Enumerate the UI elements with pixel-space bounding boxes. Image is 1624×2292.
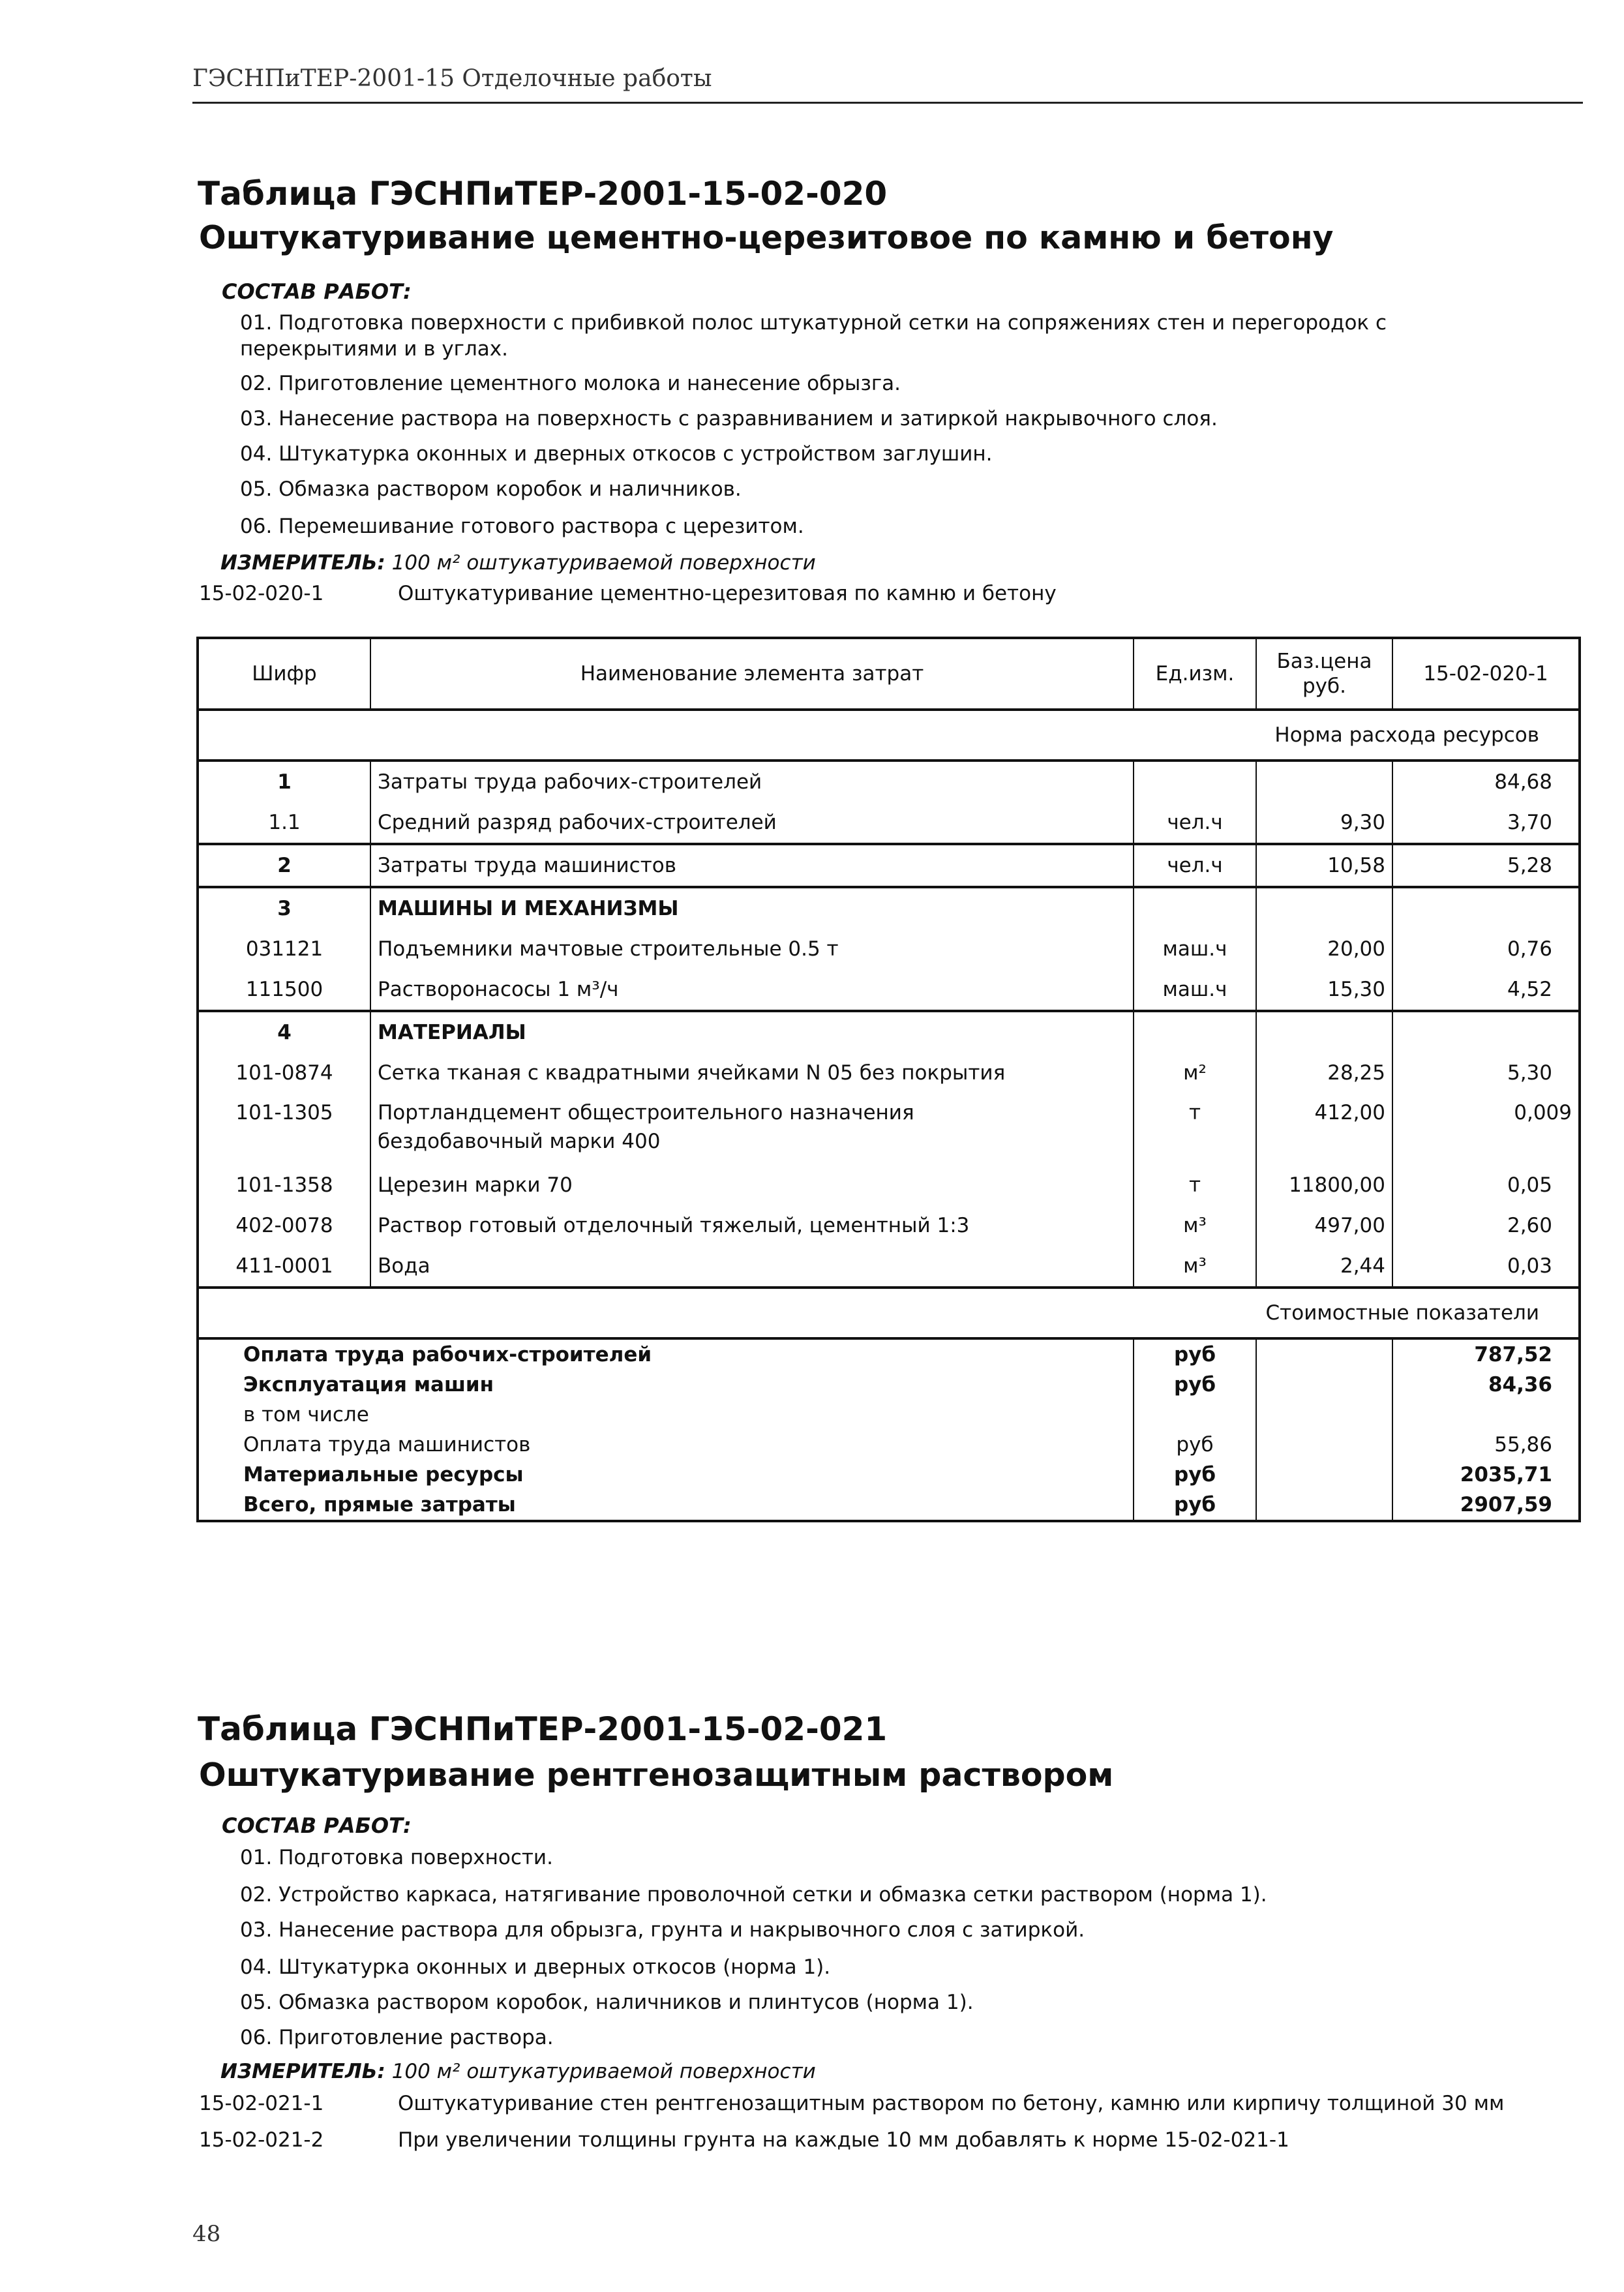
- table-title: Таблица ГЭСНПиТЕР-2001-15-02-020: [198, 175, 888, 213]
- row-code: 3: [198, 887, 370, 929]
- row-price: 28,25: [1256, 1053, 1392, 1093]
- work-item: 01. Подготовка поверхности.: [240, 1846, 553, 1869]
- row-value: [1392, 887, 1580, 929]
- row-value: 5,28: [1392, 844, 1580, 887]
- row-code: 402-0078: [235, 1214, 333, 1237]
- row-name: Средний разряд рабочих-строителей: [370, 802, 1134, 844]
- work-item: 06. Перемешивание готового раствора с церезитом.: [240, 515, 804, 538]
- row-price: [1256, 887, 1392, 929]
- measure: [220, 2060, 816, 2083]
- cost-value: 55,86: [1392, 1430, 1580, 1460]
- work-item: 01. Подготовка поверхности с прибивкой полос штукатурной сетки на сопряжениях стен и перегородок с: [240, 311, 1387, 335]
- row-unit: чел.ч: [1134, 802, 1256, 844]
- row-price: 10,58: [1256, 844, 1392, 887]
- cost-value: 787,52: [1392, 1338, 1580, 1370]
- table-row: [198, 1093, 1580, 1165]
- row-unit: м²: [1134, 1053, 1256, 1093]
- row-price: 412,00: [1256, 1093, 1392, 1165]
- table-row: [198, 1246, 1580, 1288]
- cost-price: [1256, 1460, 1392, 1490]
- work-item: 03. Нанесение раствора на поверхность с разравниванием и затиркой накрывочного слоя.: [240, 407, 1218, 430]
- work-item: 05. Обмазка раствором коробок и наличников.: [240, 477, 742, 501]
- norm-code: 15-02-021-2: [199, 2128, 324, 2152]
- row-unit: [1134, 761, 1256, 802]
- table-row: [198, 969, 1580, 1011]
- cost-name: Оплата труда машинистов: [243, 1433, 531, 1456]
- row-code: 101-1305: [235, 1101, 333, 1124]
- cost-name: Оплата труда рабочих-строителей: [198, 1338, 1134, 1370]
- row-value: 0,009: [1392, 1093, 1580, 1165]
- table-subtitle: Оштукатуривание цементно-церезитовое по камню и бетону: [199, 219, 1334, 256]
- table-row: [198, 1011, 1580, 1053]
- work-item: 06. Приготовление раствора.: [240, 2026, 554, 2049]
- cost-row: [198, 1400, 1580, 1430]
- cost-unit: [1134, 1400, 1256, 1430]
- section-costs-row: [198, 1288, 1580, 1338]
- row-value: 0,03: [1392, 1246, 1580, 1288]
- row-unit: чел.ч: [1134, 844, 1256, 887]
- cost-value: 2907,59: [1392, 1490, 1580, 1521]
- measure-label: ИЗМЕРИТЕЛЬ:: [220, 2060, 385, 2083]
- row-name: Вода: [370, 1246, 1134, 1288]
- row-code: 4: [198, 1011, 370, 1053]
- work-item: 05. Обмазка раствором коробок, наличников и плинтусов (норма 1).: [240, 1991, 974, 2014]
- row-name: Раствор готовый отделочный тяжелый, цементный 1:3: [370, 1205, 1134, 1246]
- row-unit: маш.ч: [1134, 929, 1256, 969]
- measure-value: 100 м² оштукатуриваемой поверхности: [391, 551, 816, 575]
- row-value: 2,60: [1392, 1205, 1580, 1246]
- norm-desc: Оштукатуривание стен рентгенозащитным раствором по бетону, камню или кирпичу толщиной 30 мм: [398, 2092, 1505, 2115]
- row-name: Затраты труда рабочих-строителей: [370, 761, 1134, 802]
- row-price: 497,00: [1256, 1205, 1392, 1246]
- row-name: Подъемники мачтовые строительные 0.5 т: [370, 929, 1134, 969]
- cost-value: 2035,71: [1392, 1460, 1580, 1490]
- cost-price: [1256, 1338, 1392, 1370]
- cost-price: [1256, 1490, 1392, 1521]
- table-row: [198, 1205, 1580, 1246]
- works-label: СОСТАВ РАБОТ:: [222, 1813, 412, 1838]
- col-header-price: Баз.цена руб.: [1256, 638, 1392, 710]
- row-code: 031121: [245, 937, 323, 961]
- measure-label: ИЗМЕРИТЕЛЬ:: [220, 551, 385, 575]
- cost-row: [198, 1490, 1580, 1521]
- cost-unit: руб: [1134, 1370, 1256, 1400]
- section-norms-row-label: Норма расхода ресурсов: [198, 710, 1580, 761]
- work-item: 02. Приготовление цементного молока и нанесение обрызга.: [240, 372, 901, 395]
- row-code: 101-0874: [235, 1061, 333, 1085]
- cost-row: [198, 1338, 1580, 1370]
- table-row: [198, 887, 1580, 929]
- work-item: 04. Штукатурка оконных и дверных откосов с устройством заглушин.: [240, 442, 993, 466]
- table-row: [198, 802, 1580, 844]
- row-price: 20,00: [1256, 929, 1392, 969]
- page-header: ГЭСНПиТЕР-2001-15 Отделочные работы: [192, 65, 712, 92]
- cost-row: [198, 1370, 1580, 1400]
- row-name: Затраты труда машинистов: [370, 844, 1134, 887]
- row-code: 2: [198, 844, 370, 887]
- works-label: СОСТАВ РАБОТ:: [222, 279, 412, 304]
- row-price: [1256, 1011, 1392, 1053]
- col-header-norm: 15-02-020-1: [1392, 638, 1580, 710]
- row-unit: маш.ч: [1134, 969, 1256, 1011]
- row-price: 15,30: [1256, 969, 1392, 1011]
- norm-code: 15-02-021-1: [199, 2092, 324, 2115]
- cost-price: [1256, 1430, 1392, 1460]
- row-code: 1: [198, 761, 370, 802]
- cost-name: Материальные ресурсы: [243, 1463, 524, 1486]
- row-price: 2,44: [1256, 1246, 1392, 1288]
- row-price: [1256, 761, 1392, 802]
- cost-value: 84,36: [1392, 1370, 1580, 1400]
- row-name: Портландцемент общестроительного назначения бездобавочный марки 400: [370, 1093, 1134, 1165]
- table-title: Таблица ГЭСНПиТЕР-2001-15-02-021: [198, 1710, 888, 1748]
- cost-row: [198, 1460, 1580, 1490]
- row-code: 411-0001: [235, 1254, 333, 1278]
- work-item: 03. Нанесение раствора для обрызга, грунта и накрывочного слоя с затиркой.: [240, 1918, 1085, 1942]
- row-name: Растворонасосы 1 м³/ч: [370, 969, 1134, 1011]
- section-costs-row-label: Стоимостные показатели: [198, 1288, 1580, 1338]
- row-value: 4,52: [1392, 969, 1580, 1011]
- row-value: 5,30: [1392, 1053, 1580, 1093]
- row-unit: м³: [1134, 1246, 1256, 1288]
- row-code: 111500: [245, 978, 323, 1001]
- cost-unit: руб: [1134, 1430, 1256, 1460]
- cost-name: Эксплуатация машин: [243, 1373, 494, 1396]
- table-row: [198, 1053, 1580, 1093]
- row-unit: м³: [1134, 1205, 1256, 1246]
- cost-unit: руб: [1134, 1490, 1256, 1521]
- row-price: 9,30: [1256, 802, 1392, 844]
- norm-desc: Оштукатуривание цементно-церезитовая по камню и бетону: [398, 582, 1057, 605]
- cost-unit: руб: [1134, 1460, 1256, 1490]
- row-name: МАШИНЫ И МЕХАНИЗМЫ: [370, 887, 1134, 929]
- row-unit: т: [1134, 1165, 1256, 1205]
- col-header-code: Шифр: [198, 638, 370, 710]
- norm-desc: При увеличении толщины грунта на каждые 10 мм добавлять к норме 15-02-021-1: [398, 2128, 1289, 2152]
- section-norms-row: [198, 710, 1580, 761]
- work-item: перекрытиями и в углах.: [240, 337, 508, 361]
- table-header-row: [198, 638, 1580, 710]
- cost-name: в том числе: [243, 1403, 369, 1426]
- row-unit: т: [1134, 1093, 1256, 1165]
- row-name: МАТЕРИАЛЫ: [370, 1011, 1134, 1053]
- table-row: [198, 929, 1580, 969]
- row-value: 0,05: [1392, 1165, 1580, 1205]
- col-header-name: Наименование элемента затрат: [370, 638, 1134, 710]
- row-value: [1392, 1011, 1580, 1053]
- row-code: 1.1: [268, 811, 301, 834]
- row-name: Сетка тканая с квадратными ячейками N 05 без покрытия: [370, 1053, 1134, 1093]
- row-unit: [1134, 887, 1256, 929]
- work-item: 02. Устройство каркаса, натягивание проволочной сетки и обмазка сетки раствором (норма 1).: [240, 1883, 1267, 1907]
- resource-table: [196, 637, 1581, 1522]
- row-value: 3,70: [1392, 802, 1580, 844]
- cost-row: [198, 1430, 1580, 1460]
- table-row: [198, 844, 1580, 887]
- cost-value: [1392, 1400, 1580, 1430]
- header-rule: [192, 102, 1583, 104]
- table-row: [198, 761, 1580, 802]
- row-name: Церезин марки 70: [370, 1165, 1134, 1205]
- measure: [220, 551, 816, 575]
- row-code: 101-1358: [235, 1173, 333, 1197]
- cost-unit: руб: [1134, 1338, 1256, 1370]
- work-item: 04. Штукатурка оконных и дверных откосов (норма 1).: [240, 1955, 831, 1979]
- table-subtitle: Оштукатуривание рентгенозащитным раствором: [199, 1757, 1114, 1794]
- measure-value: 100 м² оштукатуриваемой поверхности: [391, 2060, 816, 2083]
- page-number: 48: [192, 2221, 221, 2247]
- cost-name: Всего, прямые затраты: [243, 1493, 516, 1516]
- row-unit: [1134, 1011, 1256, 1053]
- cost-price: [1256, 1370, 1392, 1400]
- cost-price: [1256, 1400, 1392, 1430]
- row-value: 84,68: [1392, 761, 1580, 802]
- table-row: [198, 1165, 1580, 1205]
- row-price: 11800,00: [1256, 1165, 1392, 1205]
- col-header-unit: Ед.изм.: [1134, 638, 1256, 710]
- row-value: 0,76: [1392, 929, 1580, 969]
- norm-code: 15-02-020-1: [199, 582, 324, 605]
